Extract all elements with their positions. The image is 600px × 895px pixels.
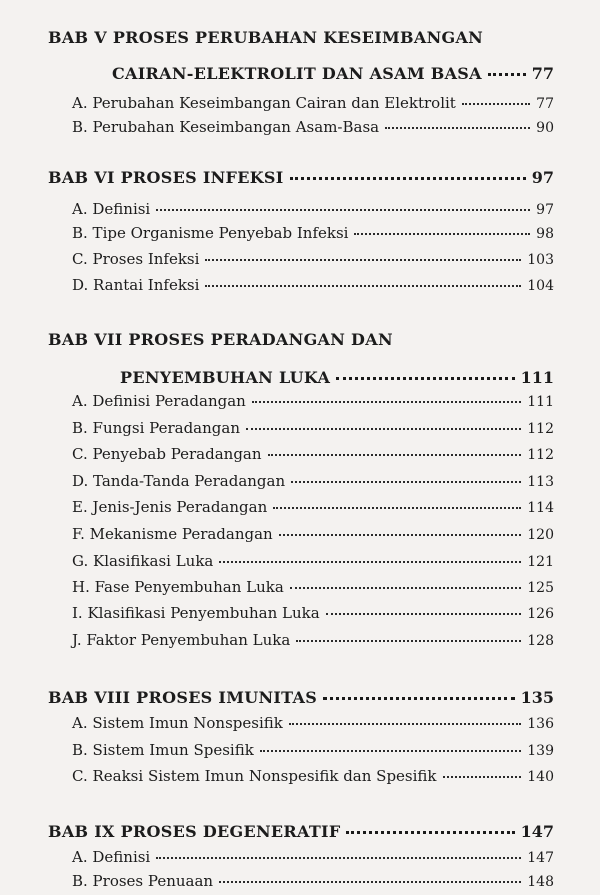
chapter-title: PENYEMBUHAN LUKA bbox=[120, 368, 331, 387]
page-number: 147 bbox=[520, 822, 554, 841]
dot-leader bbox=[385, 127, 530, 129]
chapter-title: CAIRAN-ELEKTROLIT DAN ASAM BASA bbox=[112, 64, 482, 83]
toc-item[interactable] bbox=[72, 118, 554, 136]
dot-leader bbox=[488, 73, 526, 76]
toc-item[interactable] bbox=[72, 552, 554, 570]
page-number: 112 bbox=[527, 447, 554, 463]
page-number: 128 bbox=[527, 633, 554, 649]
toc-item[interactable] bbox=[72, 94, 554, 112]
item-label: C. Reaksi Sistem Imun Nonspesifik dan Spesifik bbox=[72, 767, 437, 785]
toc-chapter-entry[interactable] bbox=[120, 368, 554, 387]
toc-item[interactable] bbox=[72, 445, 554, 463]
dot-leader bbox=[260, 750, 521, 752]
dot-leader bbox=[326, 613, 522, 615]
dot-leader bbox=[290, 587, 521, 589]
page-number: 126 bbox=[527, 606, 554, 622]
page-number: 112 bbox=[527, 421, 554, 437]
chapter-title: BAB VI PROSES INFEKSI bbox=[48, 168, 284, 187]
page-number: 148 bbox=[527, 874, 554, 890]
dot-leader bbox=[296, 640, 521, 642]
item-label: B. Sistem Imun Spesifik bbox=[72, 741, 254, 759]
item-label: J. Faktor Penyembuhan Luka bbox=[72, 631, 291, 649]
item-label: C. Penyebab Peradangan bbox=[72, 445, 262, 463]
item-label: H. Fase Penyembuhan Luka bbox=[72, 578, 284, 596]
item-label: D. Rantai Infeksi bbox=[72, 276, 200, 294]
dot-leader bbox=[156, 857, 521, 859]
chapter-title-line: BAB V PROSES PERUBAHAN KESEIMBANGAN bbox=[48, 28, 484, 47]
dot-leader bbox=[252, 401, 521, 403]
dot-leader bbox=[323, 697, 515, 700]
page-number: 147 bbox=[527, 850, 554, 866]
page-number: 121 bbox=[527, 554, 554, 570]
item-label: B. Tipe Organisme Penyebab Infeksi bbox=[72, 224, 349, 242]
toc-item[interactable] bbox=[72, 525, 554, 543]
toc-item[interactable] bbox=[72, 848, 554, 866]
chapter-title-line: BAB VII PROSES PERADANGAN DAN bbox=[48, 330, 393, 349]
toc-item[interactable] bbox=[72, 604, 554, 622]
dot-leader bbox=[156, 209, 530, 211]
dot-leader bbox=[443, 776, 522, 778]
item-label: D. Tanda-Tanda Peradangan bbox=[72, 472, 286, 490]
dot-leader bbox=[462, 103, 530, 105]
dot-leader bbox=[279, 534, 522, 536]
dot-leader bbox=[268, 454, 522, 456]
toc-item[interactable] bbox=[72, 224, 554, 242]
toc-item[interactable] bbox=[72, 250, 554, 268]
page-number: 97 bbox=[531, 168, 554, 187]
page-number: 113 bbox=[527, 474, 554, 490]
dot-leader bbox=[246, 428, 521, 430]
item-label: B. Perubahan Keseimbangan Asam-Basa bbox=[72, 118, 380, 136]
item-label: I. Klasifikasi Penyembuhan Luka bbox=[72, 604, 320, 622]
dot-leader bbox=[289, 723, 521, 725]
toc-item[interactable] bbox=[72, 741, 554, 759]
toc-chapter-entry[interactable] bbox=[48, 688, 554, 707]
page-number: 114 bbox=[527, 500, 554, 516]
dot-leader bbox=[205, 259, 521, 261]
page-number: 125 bbox=[527, 580, 554, 596]
page-number: 139 bbox=[527, 743, 554, 759]
item-label: A. Perubahan Keseimbangan Cairan dan Elektrolit bbox=[72, 94, 456, 112]
dot-leader bbox=[346, 831, 514, 834]
chapter-title: BAB VIII PROSES IMUNITAS bbox=[48, 688, 318, 707]
item-label: A. Definisi bbox=[72, 848, 151, 866]
toc-item[interactable] bbox=[72, 631, 554, 649]
toc-chapter-entry[interactable] bbox=[48, 822, 554, 841]
dot-leader bbox=[205, 285, 521, 287]
item-label: B. Fungsi Peradangan bbox=[72, 419, 240, 437]
page-number: 136 bbox=[527, 716, 554, 732]
page-number: 111 bbox=[527, 394, 554, 410]
toc-item[interactable] bbox=[72, 472, 554, 490]
page-number: 104 bbox=[527, 278, 554, 294]
chapter-title: BAB IX PROSES DEGENERATIF bbox=[48, 822, 341, 841]
dot-leader bbox=[290, 177, 526, 180]
dot-leader bbox=[219, 881, 521, 883]
toc-item[interactable] bbox=[72, 714, 554, 732]
item-label: E. Jenis-Jenis Peradangan bbox=[72, 498, 268, 516]
item-label: G. Klasifikasi Luka bbox=[72, 552, 214, 570]
page-number: 135 bbox=[520, 688, 554, 707]
page-number: 77 bbox=[531, 64, 554, 83]
page-number: 120 bbox=[527, 527, 554, 543]
item-label: C. Proses Infeksi bbox=[72, 250, 200, 268]
page-number: 140 bbox=[527, 769, 554, 785]
page-number: 98 bbox=[536, 226, 554, 242]
dot-leader bbox=[336, 377, 514, 380]
page-number: 90 bbox=[536, 120, 554, 136]
item-label: A. Sistem Imun Nonspesifik bbox=[72, 714, 283, 732]
toc-item[interactable] bbox=[72, 419, 554, 437]
item-label: F. Mekanisme Peradangan bbox=[72, 525, 273, 543]
dot-leader bbox=[273, 507, 521, 509]
page-number: 77 bbox=[536, 96, 554, 112]
toc-item[interactable] bbox=[72, 276, 554, 294]
toc-item[interactable] bbox=[72, 498, 554, 516]
item-label: A. Definisi Peradangan bbox=[72, 392, 246, 410]
page-number: 111 bbox=[520, 368, 554, 387]
dot-leader bbox=[219, 561, 521, 563]
item-label: A. Definisi bbox=[72, 200, 151, 218]
toc-chapter-entry[interactable] bbox=[48, 168, 554, 187]
page-number: 97 bbox=[536, 202, 554, 218]
item-label: B. Proses Penuaan bbox=[72, 872, 214, 890]
toc-item[interactable] bbox=[72, 872, 554, 890]
toc-item[interactable] bbox=[72, 392, 554, 410]
dot-leader bbox=[354, 233, 530, 235]
toc-item[interactable] bbox=[72, 767, 554, 785]
toc-item[interactable] bbox=[72, 200, 554, 218]
dot-leader bbox=[291, 481, 521, 483]
toc-item[interactable] bbox=[72, 578, 554, 596]
page-number: 103 bbox=[527, 252, 554, 268]
toc-chapter-entry[interactable] bbox=[112, 64, 554, 83]
